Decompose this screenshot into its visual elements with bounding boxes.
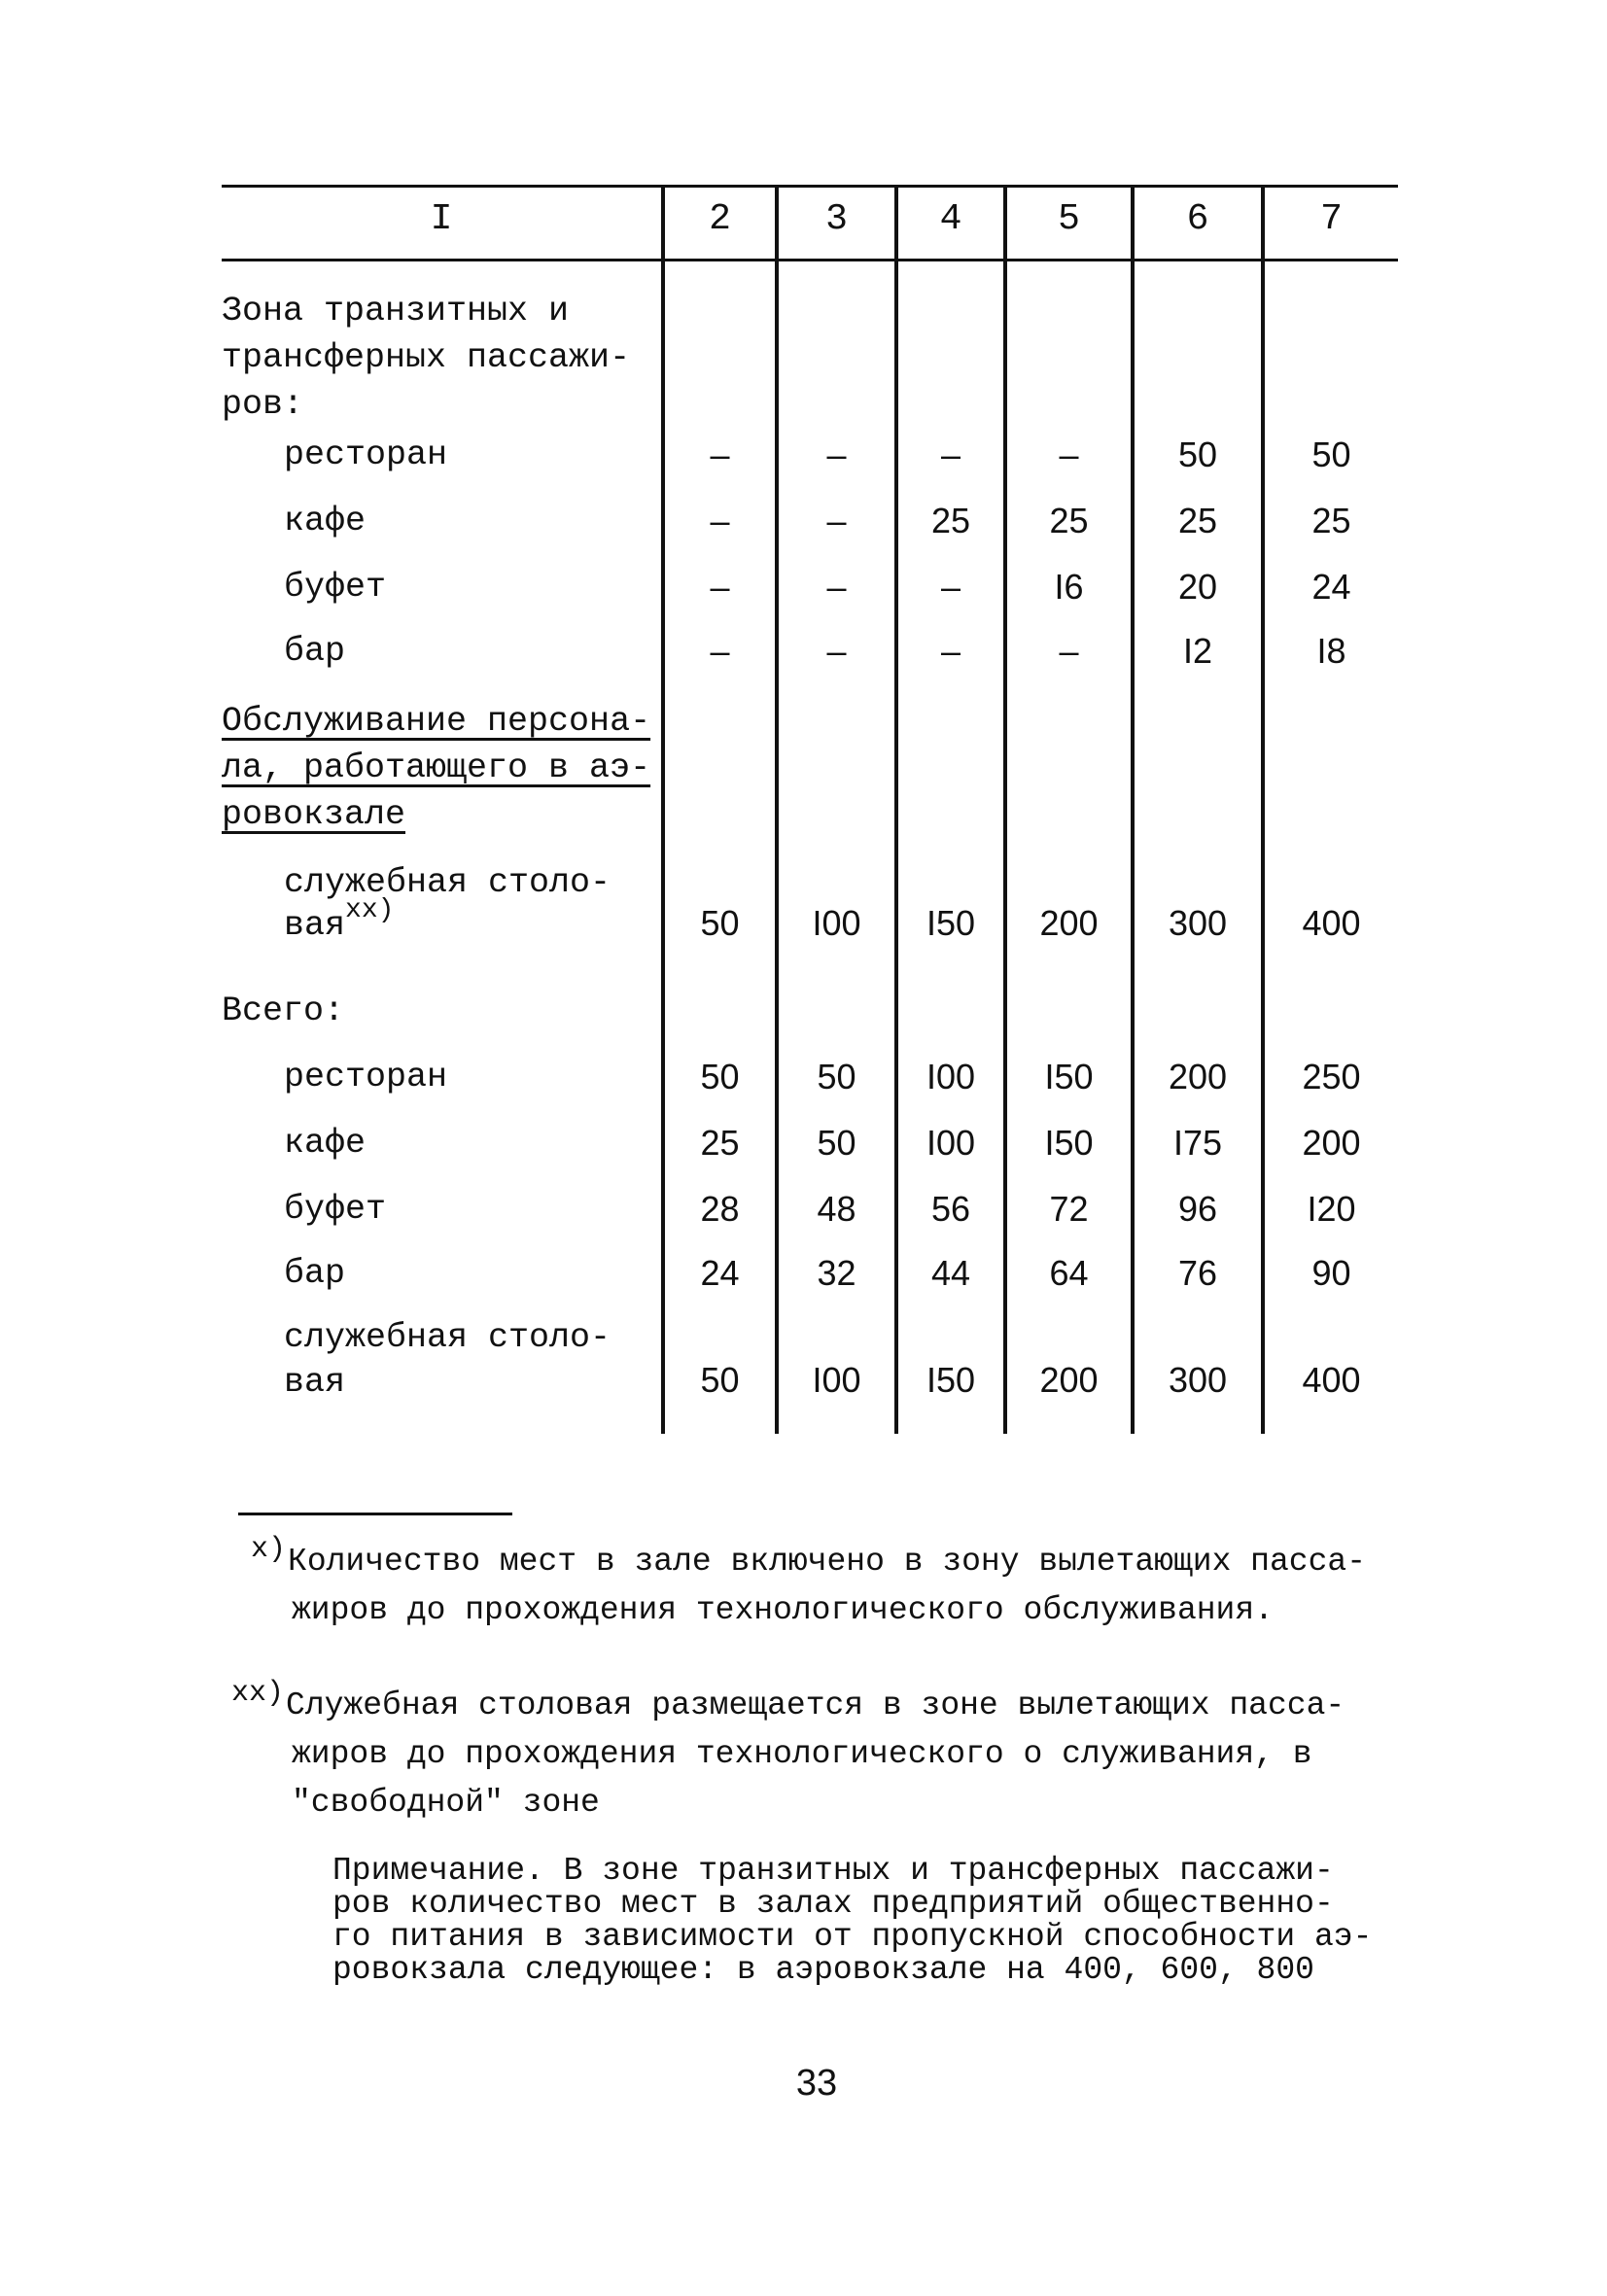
header-col-2: 2 (709, 198, 731, 240)
header-col-4: 4 (939, 198, 962, 240)
table-cell: 28 (700, 1189, 740, 1229)
table-cell: – (710, 435, 730, 474)
table-cell: 48 (817, 1189, 856, 1229)
table-cell: 90 (1311, 1253, 1351, 1293)
row-label: ресторан (284, 435, 448, 474)
footnote-1-line (251, 1533, 1366, 1587)
header-col-1: I (430, 198, 453, 240)
table-cell: 72 (1049, 1189, 1089, 1229)
table-cell: I75 (1172, 1123, 1223, 1163)
row-label (284, 895, 395, 949)
header-bottom-rule (222, 259, 1398, 261)
table-cell: 32 (817, 1253, 856, 1293)
table-cell: 200 (1168, 1057, 1228, 1096)
table-cell: – (826, 567, 847, 607)
table-cell: 50 (700, 1057, 740, 1096)
row-label: буфет (284, 1190, 387, 1229)
footnote-2-line (231, 1677, 1345, 1731)
table-cell: I00 (926, 1123, 976, 1163)
row-label: бар (284, 632, 346, 671)
table-cell: 96 (1177, 1189, 1218, 1229)
section-title: Всего: (222, 991, 345, 1030)
col-divider-5 (1131, 185, 1135, 1434)
table-cell: – (826, 501, 847, 540)
table-cell: I50 (926, 1360, 976, 1400)
table-cell: 50 (1311, 435, 1351, 474)
col-divider-4 (1003, 185, 1007, 1434)
row-label: буфет (284, 568, 387, 607)
row-label: служебная столо- (284, 863, 611, 902)
table-cell: 56 (930, 1189, 971, 1229)
table-cell: 400 (1302, 1360, 1361, 1400)
footnote-text: Количество мест в зале включено в зону вылетающих пасса- (288, 1544, 1366, 1580)
table-cell: I00 (812, 1360, 861, 1400)
table-cell: – (710, 567, 730, 607)
section-title-line: ровокзале (222, 795, 406, 834)
table-cell: 50 (1177, 435, 1218, 474)
table-cell: 24 (1311, 567, 1351, 607)
table-cell: – (940, 567, 961, 607)
header-col-5: 5 (1058, 198, 1080, 240)
table-cell: 200 (1302, 1123, 1361, 1163)
row-label: служебная столо- (284, 1318, 611, 1357)
table-cell: 25 (700, 1123, 740, 1163)
table-cell: 25 (1177, 501, 1218, 540)
note-line: Примечание. В зоне транзитных и трансферных пассажи- (332, 1853, 1334, 1889)
table-cell: I2 (1182, 631, 1213, 671)
row-label: кафе (284, 502, 367, 540)
table-cell: I00 (926, 1057, 976, 1096)
row-label: вая (284, 1363, 346, 1402)
table-cell: – (710, 631, 730, 671)
header-col-6: 6 (1186, 198, 1209, 240)
table-cell: 200 (1039, 903, 1099, 943)
note-line: го питания в зависимости от пропускной способности аэ- (332, 1919, 1373, 1955)
table-cell: 50 (817, 1123, 856, 1163)
table-cell: 25 (930, 501, 971, 540)
table-cell: 300 (1168, 903, 1228, 943)
section-title-line: трансферных пассажи- (222, 338, 631, 377)
table-cell: 76 (1177, 1253, 1218, 1293)
table-cell: 24 (700, 1253, 740, 1293)
col-divider-6 (1261, 185, 1265, 1434)
table-cell: I00 (812, 903, 861, 943)
col-divider-1 (661, 185, 665, 1434)
page-number: 33 (795, 2063, 838, 2104)
table-cell: 50 (817, 1057, 856, 1096)
note-line: ров количество мест в залах предприятий общественно- (332, 1886, 1334, 1922)
table-cell: I20 (1307, 1189, 1356, 1229)
data-table (222, 185, 1398, 1434)
table-cell: – (826, 631, 847, 671)
footnote-marker: xx) (231, 1677, 285, 1710)
table-cell: – (826, 435, 847, 474)
section-title-line: Зона транзитных и (222, 292, 570, 330)
footnote-marker: x) (251, 1533, 287, 1566)
table-cell: 300 (1168, 1360, 1228, 1400)
footnote-text: Служебная столовая размещается в зоне вылетающих пасса- (286, 1687, 1345, 1723)
col-divider-3 (894, 185, 898, 1434)
table-cell: – (1059, 435, 1079, 474)
row-label-text: вая (284, 906, 346, 945)
note-block (332, 1855, 1372, 1987)
col-divider-2 (775, 185, 779, 1434)
note-line: ровокзала следующее: в аэровокзале на 400, 600, 800 (332, 1952, 1314, 1988)
table-cell: 400 (1302, 903, 1361, 943)
table-cell: 200 (1039, 1360, 1099, 1400)
table-top-rule (222, 185, 1398, 188)
section-title-line: Обслуживание персона- (222, 702, 651, 741)
section-title-line: ла, работающего в аэ- (222, 748, 651, 787)
footnote-1-line: жиров до прохождения технологического обслуживания. (292, 1592, 1274, 1628)
row-label: бар (284, 1254, 346, 1293)
table-cell: 20 (1177, 567, 1218, 607)
table-cell: I50 (1044, 1057, 1094, 1096)
table-cell: I50 (1044, 1123, 1094, 1163)
table-cell: I50 (926, 903, 976, 943)
table-cell: – (1059, 631, 1079, 671)
header-col-7: 7 (1320, 198, 1343, 240)
footnote-rule (238, 1513, 512, 1515)
table-cell: – (710, 501, 730, 540)
table-cell: 25 (1049, 501, 1089, 540)
section-title-line: ров: (222, 385, 304, 424)
table-cell: 25 (1311, 501, 1351, 540)
row-label: кафе (284, 1124, 367, 1163)
table-cell: 50 (700, 1360, 740, 1400)
footnote-marker: xx) (345, 895, 395, 925)
table-cell: 250 (1302, 1057, 1361, 1096)
table-cell: I8 (1316, 631, 1346, 671)
table-cell: 50 (700, 903, 740, 943)
table-cell: – (940, 435, 961, 474)
table-cell: – (940, 631, 961, 671)
header-col-3: 3 (825, 198, 848, 240)
footnote-2-line: "свободной" зоне (292, 1785, 600, 1821)
table-cell: 64 (1049, 1253, 1089, 1293)
footnote-2-line: жиров до прохождения технологического о служивания, в (292, 1736, 1312, 1772)
table-cell: I6 (1054, 567, 1084, 607)
table-cell: 44 (930, 1253, 971, 1293)
row-label: ресторан (284, 1058, 448, 1096)
